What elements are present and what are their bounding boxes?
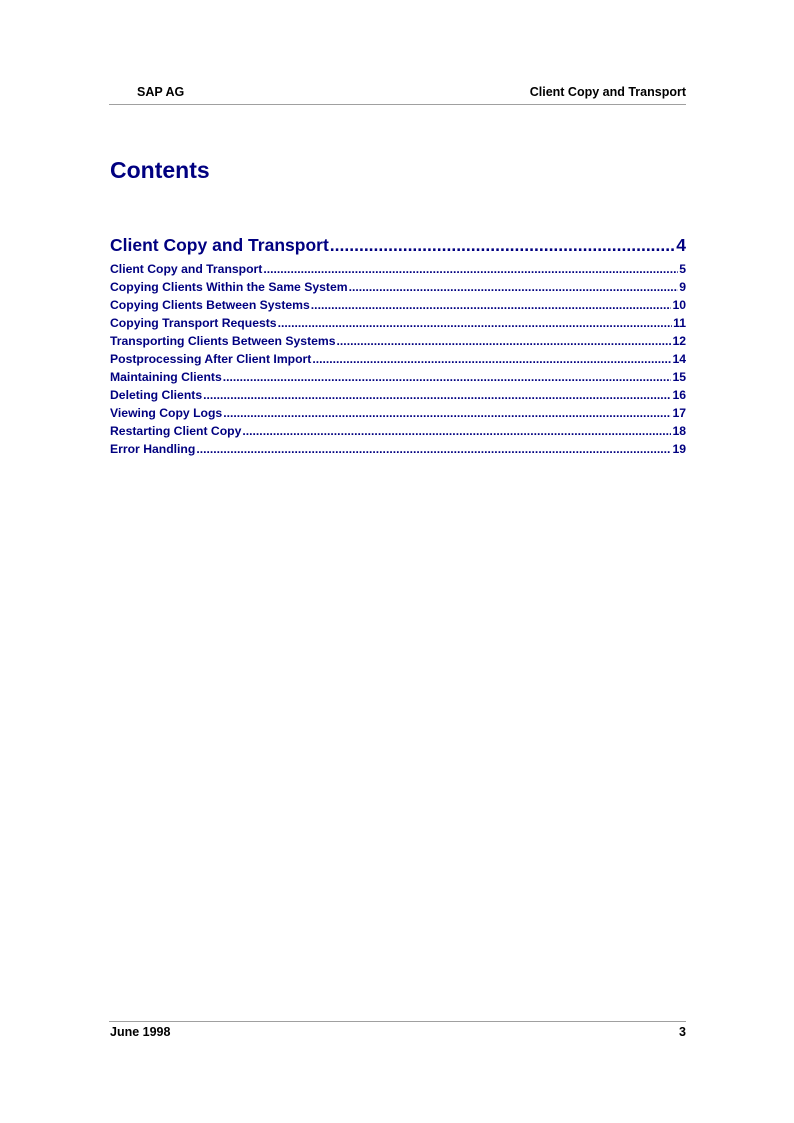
- toc-dot-leader: [203, 386, 671, 404]
- toc-entry[interactable]: [110, 260, 686, 278]
- toc-entry-page: 9: [679, 280, 686, 294]
- toc-dot-leader: [311, 296, 672, 314]
- header-document-title: Client Copy and Transport: [529, 85, 686, 99]
- toc-dot-leader: [196, 440, 671, 458]
- toc-entry-title: Postprocessing After Client Import: [110, 352, 312, 366]
- toc-entry-title: Client Copy and Transport: [110, 262, 263, 276]
- toc-entry-page: 17: [672, 406, 686, 420]
- toc-entry-page: 16: [672, 388, 686, 402]
- toc-entry-page: 10: [672, 298, 686, 312]
- toc-entry[interactable]: [110, 422, 686, 440]
- toc-entry-title: Transporting Clients Between Systems: [110, 334, 336, 348]
- toc-dot-leader: [223, 404, 671, 422]
- table-of-contents: [110, 232, 686, 458]
- toc-dot-leader: [223, 368, 672, 386]
- toc-entry-page: 11: [673, 316, 686, 330]
- header-company: SAP AG: [137, 85, 185, 99]
- toc-entry-title: Restarting Client Copy: [110, 424, 242, 438]
- toc-entry[interactable]: [110, 278, 686, 296]
- page-footer: [109, 1021, 686, 1040]
- toc-dot-leader: [242, 422, 671, 440]
- toc-entry-title: Copying Clients Within the Same System: [110, 280, 348, 294]
- toc-entry-title: Maintaining Clients: [110, 370, 222, 384]
- toc-entry-title: Deleting Clients: [110, 388, 203, 402]
- toc-entry[interactable]: [110, 314, 686, 332]
- toc-dot-leader: [263, 260, 678, 278]
- toc-entry-page: 14: [672, 352, 686, 366]
- toc-entry[interactable]: [110, 404, 686, 422]
- toc-entry[interactable]: [110, 368, 686, 386]
- toc-entry-title: Copying Clients Between Systems: [110, 298, 310, 312]
- toc-entry-title: Error Handling: [110, 442, 196, 456]
- footer-date: June 1998: [110, 1025, 171, 1039]
- toc-entry[interactable]: [110, 350, 686, 368]
- footer-page-number: 3: [679, 1025, 686, 1039]
- toc-entry-chapter[interactable]: [110, 232, 686, 259]
- page-title: Contents: [110, 157, 210, 183]
- toc-entry-page: 18: [672, 424, 686, 438]
- toc-entry-page: 19: [672, 442, 686, 456]
- toc-dot-leader: [278, 314, 673, 332]
- toc-entry-title: Client Copy and Transport: [110, 235, 329, 255]
- toc-entry-page: 12: [672, 334, 686, 348]
- toc-dot-leader: [330, 232, 675, 259]
- toc-entry[interactable]: [110, 386, 686, 404]
- toc-entry-page: 4: [676, 235, 686, 255]
- toc-entry-page: 15: [672, 370, 686, 384]
- toc-entry-title: Viewing Copy Logs: [110, 406, 223, 420]
- toc-entry-title: Copying Transport Requests: [110, 316, 277, 330]
- toc-dot-leader: [312, 350, 671, 368]
- toc-entry[interactable]: [110, 296, 686, 314]
- toc-dot-leader: [337, 332, 672, 350]
- toc-dot-leader: [349, 278, 679, 296]
- toc-entry[interactable]: [110, 440, 686, 458]
- toc-entry[interactable]: [110, 332, 686, 350]
- toc-entry-page: 5: [679, 262, 686, 276]
- page-header: [109, 84, 686, 105]
